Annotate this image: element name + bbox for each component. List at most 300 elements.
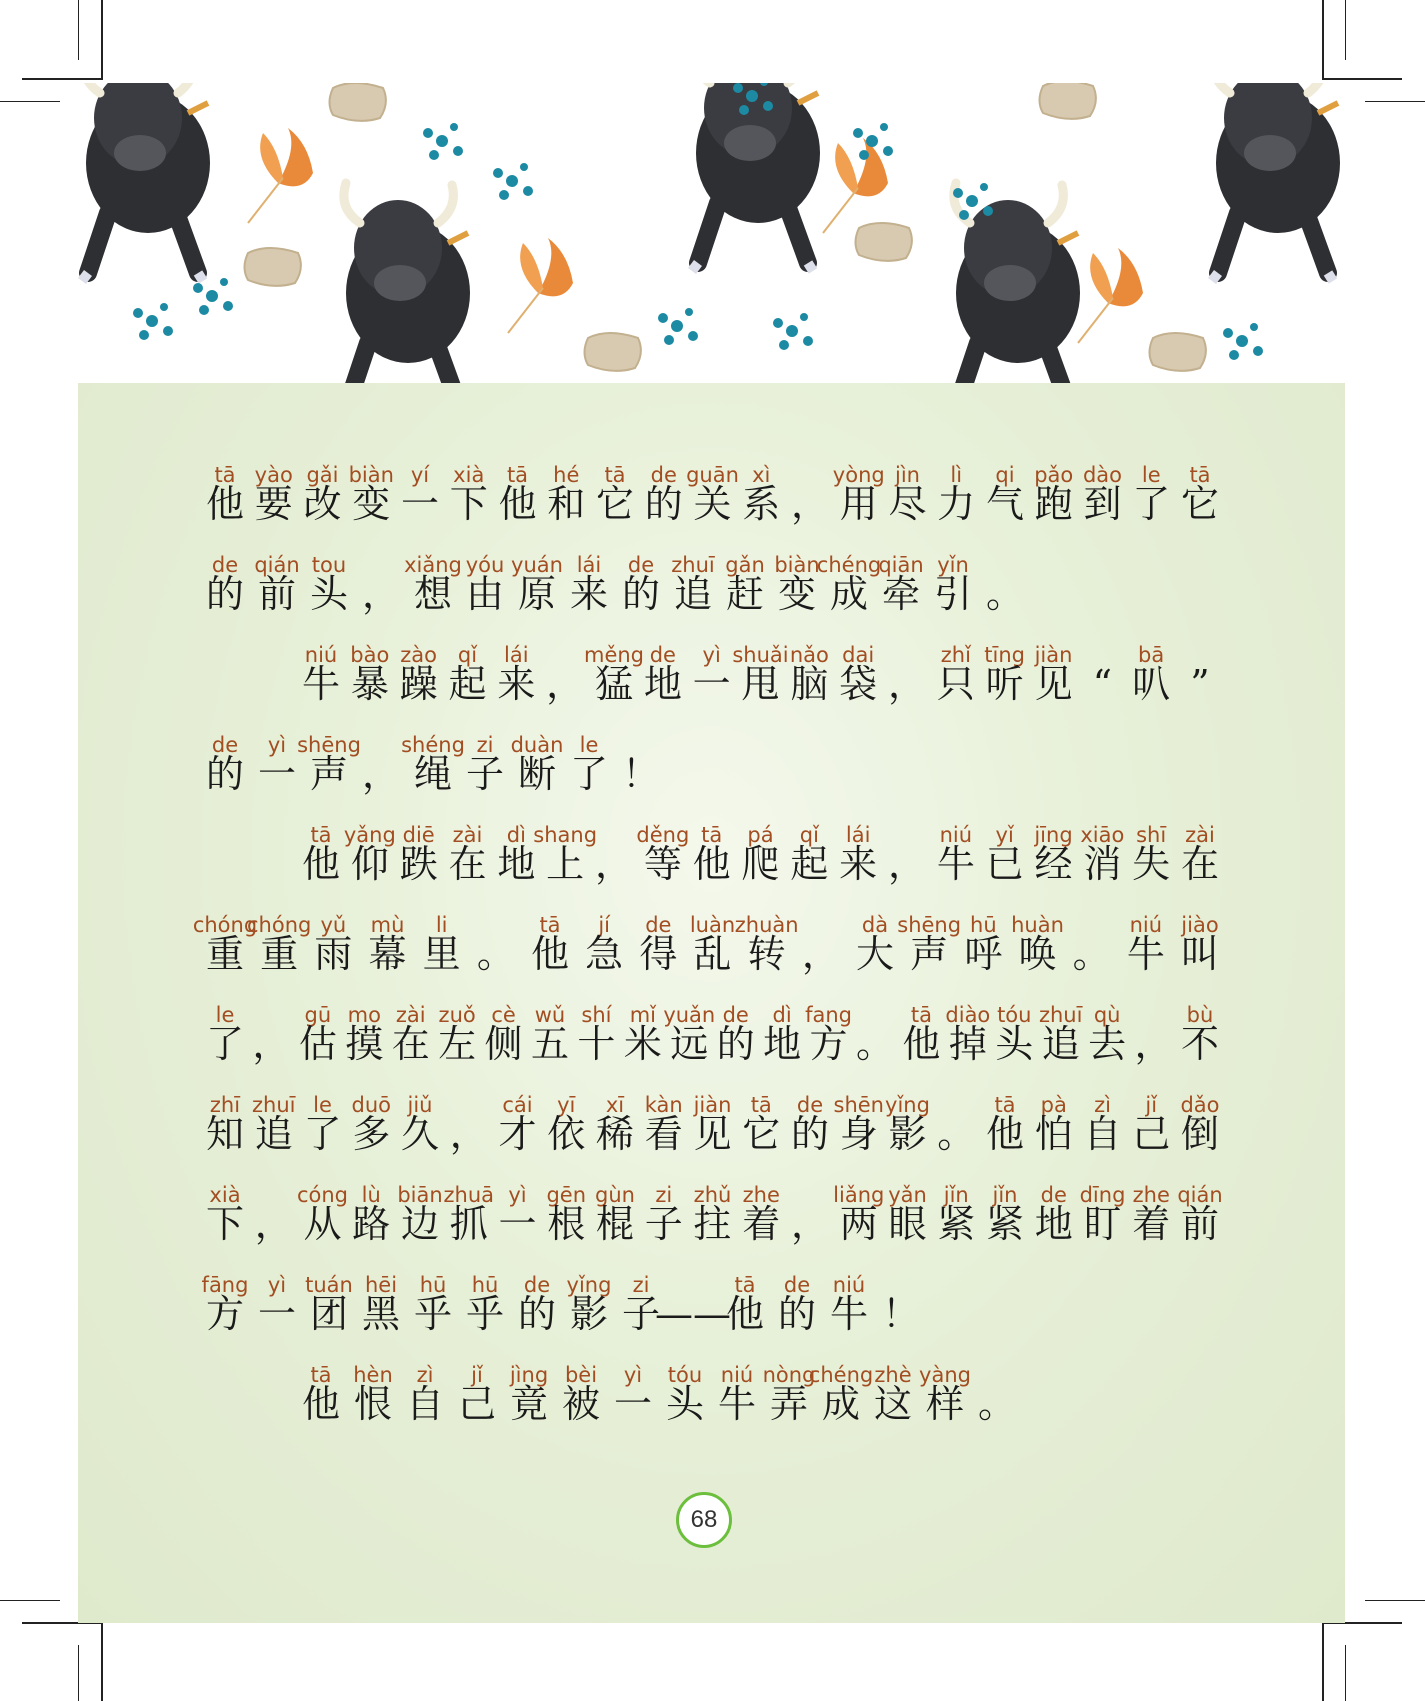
hanzi: 他 bbox=[301, 1382, 341, 1426]
pinyin: mù bbox=[370, 913, 405, 937]
crop-mark bbox=[1322, 78, 1402, 80]
hanzi: 方 bbox=[809, 1022, 848, 1066]
pinyin: yòng bbox=[832, 463, 885, 487]
hanzi: 己 bbox=[1132, 1112, 1171, 1156]
hanzi: 甩 bbox=[741, 662, 780, 706]
hanzi: 估 bbox=[298, 1022, 337, 1066]
paw-dots bbox=[493, 163, 533, 200]
hanzi: 在 bbox=[448, 842, 487, 886]
hanzi: 赶 bbox=[725, 572, 765, 616]
hanzi: 乎 bbox=[465, 1292, 505, 1336]
hanzi: 五 bbox=[530, 1022, 570, 1066]
pinyin: yí bbox=[410, 463, 430, 487]
hanzi: 声 bbox=[910, 932, 949, 976]
pinyin: zì bbox=[1094, 1093, 1111, 1117]
hanzi: 急 bbox=[585, 932, 624, 976]
pinyin: tā bbox=[701, 823, 723, 847]
pinyin: zào bbox=[400, 643, 438, 667]
hanzi: 着 bbox=[742, 1202, 781, 1246]
pinyin: dai bbox=[842, 643, 875, 667]
pinyin: hé bbox=[553, 463, 580, 487]
hanzi: 才 bbox=[498, 1112, 537, 1156]
hanzi: 来 bbox=[497, 662, 536, 706]
pinyin: qiān bbox=[878, 553, 924, 577]
punctuation: “ bbox=[1092, 662, 1113, 706]
pinyin: xiǎng bbox=[404, 553, 462, 577]
hanzi: 一 bbox=[613, 1382, 653, 1426]
pinyin: tā bbox=[214, 463, 236, 487]
pinyin: fāng bbox=[201, 1273, 249, 1297]
pinyin: guān bbox=[686, 463, 739, 487]
hanzi: 他 bbox=[902, 1022, 941, 1066]
hanzi: 的 bbox=[205, 572, 245, 616]
hanzi: 子 bbox=[465, 752, 505, 796]
hanzi: 影 bbox=[888, 1112, 927, 1156]
pinyin: kàn bbox=[644, 1093, 683, 1117]
hanzi: 侧 bbox=[484, 1022, 523, 1066]
hanzi: 追 bbox=[1041, 1022, 1080, 1066]
yak-figure bbox=[952, 183, 1080, 385]
pinyin: xiāo bbox=[1080, 823, 1125, 847]
hanzi: 来 bbox=[569, 572, 609, 616]
pinyin: biàn bbox=[774, 553, 820, 577]
pinyin: biān bbox=[397, 1183, 443, 1207]
punctuation: 。 bbox=[476, 932, 515, 976]
text-line bbox=[0, 823, 1425, 913]
punctuation: 。 bbox=[1072, 932, 1111, 976]
pinyin: xià bbox=[453, 463, 485, 487]
pinyin: yì bbox=[702, 643, 721, 667]
pinyin: hū bbox=[419, 1273, 447, 1297]
hanzi: 追 bbox=[673, 572, 713, 616]
hanzi: 恨 bbox=[353, 1382, 393, 1426]
pinyin: yǎng bbox=[343, 823, 396, 847]
hanzi: 乎 bbox=[413, 1292, 453, 1336]
hanzi: 身 bbox=[839, 1112, 878, 1156]
hanzi: 引 bbox=[933, 572, 973, 616]
hanzi: 拄 bbox=[693, 1202, 732, 1246]
autumn-leaf bbox=[248, 128, 313, 223]
pinyin: yóu bbox=[465, 553, 505, 577]
hanzi: 改 bbox=[303, 482, 342, 526]
hanzi: 他 bbox=[725, 1292, 765, 1336]
pinyin: tā bbox=[1189, 463, 1211, 487]
text-line bbox=[0, 913, 1425, 1003]
pinyin: niú bbox=[304, 643, 338, 667]
pinyin: mǐ bbox=[629, 1003, 656, 1027]
pinyin: zhuī bbox=[1038, 1003, 1083, 1027]
punctuation: —— bbox=[655, 1292, 731, 1336]
punctuation: ， bbox=[594, 842, 634, 886]
text-line bbox=[0, 1093, 1425, 1183]
hanzi: 的 bbox=[621, 572, 661, 616]
hanzi: 牛 bbox=[936, 842, 975, 886]
pinyin: xì bbox=[752, 463, 771, 487]
hanzi: 根 bbox=[547, 1202, 586, 1246]
autumn-leaf bbox=[1078, 248, 1143, 343]
pinyin: le bbox=[313, 1093, 332, 1117]
pinyin: lái bbox=[576, 553, 602, 577]
pinyin: tā bbox=[994, 1093, 1016, 1117]
hanzi: 头 bbox=[665, 1382, 705, 1426]
pinyin: zài bbox=[452, 823, 483, 847]
pinyin: jǐ bbox=[1145, 1093, 1158, 1117]
hanzi: 袋 bbox=[839, 662, 878, 706]
crop-mark bbox=[0, 1600, 60, 1601]
hanzi: 变 bbox=[352, 482, 391, 526]
hanzi: 在 bbox=[1180, 842, 1220, 886]
hanzi: 成 bbox=[821, 1382, 861, 1426]
pinyin: děng bbox=[636, 823, 690, 847]
hanzi: 只 bbox=[936, 662, 975, 706]
pinyin: dīng bbox=[1079, 1183, 1126, 1207]
pinyin: zài bbox=[1185, 823, 1215, 847]
pinyin: jìn bbox=[895, 463, 920, 487]
hanzi: 的 bbox=[716, 1022, 755, 1066]
hanzi: 跌 bbox=[399, 842, 438, 886]
hanzi: 米 bbox=[623, 1022, 662, 1066]
pinyin: jiào bbox=[1181, 913, 1219, 937]
hanzi: 棍 bbox=[595, 1202, 635, 1246]
hanzi: 了 bbox=[205, 1022, 245, 1066]
hanzi: 变 bbox=[777, 572, 817, 616]
pinyin: jìng bbox=[509, 1363, 549, 1387]
pinyin: yuǎn bbox=[663, 1003, 716, 1027]
pinyin: shang bbox=[533, 823, 598, 847]
hanzi: 消 bbox=[1083, 842, 1122, 886]
hanzi: 看 bbox=[644, 1112, 683, 1156]
pinyin: qi bbox=[995, 463, 1015, 487]
pinyin: chóng bbox=[246, 913, 312, 937]
pinyin: gēn bbox=[546, 1183, 587, 1207]
hanzi: 幕 bbox=[368, 932, 407, 976]
pinyin: zuǒ bbox=[438, 1003, 476, 1027]
punctuation: 。 bbox=[985, 572, 1025, 616]
hanzi: 叭 bbox=[1132, 662, 1171, 706]
punctuation: ， bbox=[887, 842, 927, 886]
hanzi: 关 bbox=[693, 482, 732, 526]
hanzi: 前 bbox=[1180, 1202, 1220, 1246]
hanzi: 远 bbox=[670, 1022, 709, 1066]
text-line bbox=[0, 733, 1425, 823]
hanzi: 系 bbox=[742, 482, 781, 526]
pinyin: zài bbox=[395, 1003, 426, 1027]
hanzi: 它 bbox=[1180, 482, 1220, 526]
punctuation: ， bbox=[254, 1202, 293, 1246]
pinyin: zhuā bbox=[443, 1183, 495, 1207]
hanzi: 猛 bbox=[594, 662, 634, 706]
hanzi: 大 bbox=[855, 932, 895, 976]
pinyin: tā bbox=[310, 1363, 332, 1387]
punctuation: 。 bbox=[855, 1022, 895, 1066]
hanzi: 子 bbox=[644, 1202, 683, 1246]
hanzi: 牛 bbox=[1126, 932, 1165, 976]
pinyin: yì bbox=[267, 733, 287, 757]
hanzi: 团 bbox=[309, 1292, 349, 1336]
hanzi: 头 bbox=[995, 1022, 1034, 1066]
pinyin: huàn bbox=[1011, 913, 1064, 937]
punctuation: ， bbox=[790, 482, 830, 526]
pinyin: le bbox=[1141, 463, 1161, 487]
hanzi: 不 bbox=[1180, 1022, 1220, 1066]
pinyin: xī bbox=[605, 1093, 625, 1117]
yak-figure bbox=[1212, 83, 1340, 281]
hanzi: 路 bbox=[352, 1202, 391, 1246]
hanzi: 用 bbox=[839, 482, 878, 526]
hanzi: 牵 bbox=[881, 572, 921, 616]
punctuation: ， bbox=[790, 1202, 830, 1246]
punctuation: ， bbox=[546, 662, 585, 706]
hanzi: 了 bbox=[569, 752, 609, 796]
pinyin: yì bbox=[508, 1183, 527, 1207]
hanzi: 地 bbox=[1034, 1202, 1073, 1246]
hanzi: 眼 bbox=[888, 1202, 927, 1246]
pinyin: yǐng bbox=[885, 1093, 930, 1117]
hanzi: 起 bbox=[790, 842, 829, 886]
pinyin: shuǎi bbox=[732, 643, 789, 667]
punctuation: ， bbox=[801, 932, 840, 976]
text-line bbox=[0, 1273, 1425, 1363]
pinyin: shí bbox=[581, 1003, 612, 1027]
pinyin: jǐn bbox=[943, 1183, 969, 1207]
pinyin: zhī bbox=[209, 1093, 241, 1117]
crop-mark bbox=[1322, 1622, 1324, 1701]
pinyin: niú bbox=[1129, 913, 1163, 937]
hanzi: 方 bbox=[205, 1292, 245, 1336]
hanzi: 竟 bbox=[509, 1382, 549, 1426]
hanzi: 的 bbox=[777, 1292, 817, 1336]
hanzi: 失 bbox=[1132, 842, 1171, 886]
pinyin: zhǐ bbox=[940, 643, 971, 667]
hanzi: 重 bbox=[260, 932, 299, 976]
stone bbox=[330, 83, 386, 121]
pinyin: de bbox=[722, 1003, 749, 1027]
hanzi: 一 bbox=[400, 482, 440, 526]
pinyin: tā bbox=[506, 463, 529, 487]
hanzi: 见 bbox=[693, 1112, 732, 1156]
yak-figure bbox=[342, 183, 470, 385]
pinyin: tóu bbox=[997, 1003, 1032, 1027]
pinyin: duō bbox=[351, 1093, 391, 1117]
pinyin: gū bbox=[304, 1003, 332, 1027]
pinyin: dì bbox=[506, 823, 526, 847]
pinyin: zhuàn bbox=[734, 913, 799, 937]
pinyin: dào bbox=[1082, 463, 1123, 487]
pinyin: qù bbox=[1093, 1003, 1121, 1027]
punctuation: 。 bbox=[977, 1382, 1017, 1426]
hanzi: 盯 bbox=[1083, 1202, 1122, 1246]
hanzi: 牛 bbox=[829, 1292, 869, 1336]
hanzi: 躁 bbox=[399, 662, 438, 706]
hanzi: 紧 bbox=[985, 1202, 1025, 1246]
pinyin: zi bbox=[632, 1273, 650, 1297]
pinyin: zì bbox=[416, 1363, 434, 1387]
hanzi: 抓 bbox=[449, 1202, 488, 1246]
pinyin: zhe bbox=[1132, 1183, 1170, 1207]
pinyin: nǎo bbox=[789, 643, 829, 667]
pinyin: luàn bbox=[689, 913, 736, 937]
hanzi: 跑 bbox=[1034, 482, 1073, 526]
hanzi: 紧 bbox=[937, 1202, 976, 1246]
pinyin: yǎn bbox=[888, 1183, 927, 1207]
pinyin: chéng bbox=[816, 553, 882, 577]
hanzi: 子 bbox=[621, 1292, 661, 1336]
pinyin: le bbox=[579, 733, 599, 757]
punctuation: ， bbox=[361, 752, 401, 796]
hanzi: 稀 bbox=[595, 1112, 635, 1156]
hanzi: 的 bbox=[205, 752, 245, 796]
pinyin: tīng bbox=[984, 643, 1026, 667]
pinyin: bào bbox=[350, 643, 390, 667]
hanzi: 和 bbox=[547, 482, 586, 526]
pinyin: yǐ bbox=[995, 823, 1014, 847]
hanzi: 雨 bbox=[314, 932, 353, 976]
pinyin: yǐng bbox=[566, 1273, 612, 1297]
hanzi: 黑 bbox=[361, 1292, 401, 1336]
hanzi: 摸 bbox=[345, 1022, 384, 1066]
pinyin: lái bbox=[504, 643, 529, 667]
hanzi: 重 bbox=[205, 932, 245, 976]
pinyin: chéng bbox=[808, 1363, 874, 1387]
stone bbox=[245, 248, 301, 286]
pinyin: jí bbox=[598, 913, 610, 937]
hanzi: 知 bbox=[205, 1112, 245, 1156]
hanzi: 唤 bbox=[1018, 932, 1057, 976]
yak-illustration-banner bbox=[78, 83, 1345, 385]
punctuation: ， bbox=[361, 572, 401, 616]
pinyin: tā bbox=[910, 1003, 932, 1027]
pinyin: de bbox=[627, 553, 655, 577]
text-line bbox=[0, 1003, 1425, 1093]
crop-mark bbox=[1322, 0, 1324, 80]
hanzi: 他 bbox=[498, 482, 537, 526]
hanzi: 在 bbox=[391, 1022, 430, 1066]
pinyin: tóu bbox=[667, 1363, 703, 1387]
pinyin: qǐ bbox=[799, 823, 819, 847]
hanzi: 绳 bbox=[413, 752, 453, 796]
pinyin: hēi bbox=[364, 1273, 398, 1297]
crop-mark bbox=[1345, 0, 1346, 60]
pinyin: jǐ bbox=[471, 1363, 483, 1387]
pinyin: zhuī bbox=[671, 553, 715, 577]
punctuation: ， bbox=[887, 662, 927, 706]
hanzi: 力 bbox=[937, 482, 976, 526]
paw-dots bbox=[658, 308, 698, 345]
pinyin: měng bbox=[583, 643, 645, 667]
hanzi: 见 bbox=[1034, 662, 1073, 706]
hanzi: 断 bbox=[517, 752, 557, 796]
pinyin: cóng bbox=[296, 1183, 349, 1207]
pinyin: bèi bbox=[564, 1363, 598, 1387]
pinyin: jīng bbox=[1034, 823, 1073, 847]
hanzi: 经 bbox=[1034, 842, 1073, 886]
hanzi: 追 bbox=[254, 1112, 293, 1156]
stone bbox=[585, 333, 641, 371]
hanzi: 怕 bbox=[1034, 1112, 1073, 1156]
hanzi: 到 bbox=[1083, 482, 1122, 526]
hanzi: 被 bbox=[561, 1382, 601, 1426]
hanzi: 一 bbox=[498, 1202, 537, 1246]
pinyin: jiǔ bbox=[407, 1093, 433, 1117]
pinyin: lì bbox=[950, 463, 963, 487]
pinyin: zhe bbox=[742, 1183, 780, 1207]
hanzi: 己 bbox=[457, 1382, 497, 1426]
pinyin: gùn bbox=[595, 1183, 635, 1207]
hanzi: 由 bbox=[465, 572, 505, 616]
pinyin: qián bbox=[1177, 1183, 1223, 1207]
hanzi: 从 bbox=[303, 1202, 342, 1246]
text-line bbox=[0, 1183, 1425, 1273]
hanzi: 两 bbox=[839, 1202, 878, 1246]
crop-mark bbox=[1345, 1645, 1346, 1701]
crop-mark bbox=[1365, 101, 1425, 102]
pinyin: gǎi bbox=[306, 463, 339, 487]
hanzi: 样 bbox=[925, 1382, 965, 1426]
hanzi: 上 bbox=[546, 842, 585, 886]
paw-dots bbox=[133, 303, 173, 340]
hanzi: 声 bbox=[309, 752, 349, 796]
hanzi: 他 bbox=[205, 482, 245, 526]
hanzi: 爬 bbox=[741, 842, 780, 886]
hanzi: 自 bbox=[405, 1382, 445, 1426]
hanzi: 头 bbox=[309, 572, 349, 616]
hanzi: 牛 bbox=[301, 662, 341, 706]
stone bbox=[1040, 83, 1096, 119]
hanzi: 地 bbox=[497, 842, 536, 886]
page-number: 68 bbox=[676, 1492, 732, 1548]
hanzi: 来 bbox=[839, 842, 878, 886]
pinyin: diào bbox=[945, 1003, 991, 1027]
hanzi: 掉 bbox=[948, 1022, 987, 1066]
pinyin: duàn bbox=[510, 733, 564, 757]
pinyin: zhuī bbox=[252, 1093, 296, 1117]
pinyin: zi bbox=[655, 1183, 673, 1207]
punctuation: 。 bbox=[937, 1112, 976, 1156]
hanzi: 成 bbox=[829, 572, 869, 616]
pinyin: wǔ bbox=[534, 1003, 566, 1027]
crop-mark bbox=[101, 1622, 103, 1701]
pinyin: dì bbox=[772, 1003, 792, 1027]
hanzi: 一 bbox=[257, 1292, 297, 1336]
pinyin: liǎng bbox=[833, 1183, 885, 1207]
pinyin: de bbox=[783, 1273, 811, 1297]
pinyin: de bbox=[1040, 1183, 1067, 1207]
pinyin: shēng bbox=[897, 913, 962, 937]
hanzi: 倒 bbox=[1180, 1112, 1220, 1156]
pinyin: tuán bbox=[305, 1273, 353, 1297]
hanzi: 边 bbox=[400, 1202, 440, 1246]
hanzi: 听 bbox=[985, 662, 1024, 706]
pinyin: yàng bbox=[919, 1363, 971, 1387]
pinyin: hū bbox=[471, 1273, 499, 1297]
paw-dots bbox=[1223, 323, 1263, 360]
hanzi: 他 bbox=[301, 842, 341, 886]
hanzi: 原 bbox=[517, 572, 557, 616]
pinyin: zi bbox=[476, 733, 494, 757]
yak-figure bbox=[82, 83, 210, 281]
pinyin: zhè bbox=[874, 1363, 912, 1387]
hanzi: 地 bbox=[763, 1022, 802, 1066]
autumn-leaf bbox=[508, 238, 573, 333]
hanzi: 气 bbox=[985, 482, 1025, 526]
pinyin: lái bbox=[845, 823, 871, 847]
pinyin: tā bbox=[310, 823, 332, 847]
pinyin: tā bbox=[750, 1093, 772, 1117]
punctuation: ！ bbox=[621, 752, 661, 796]
hanzi: 起 bbox=[448, 662, 487, 706]
hanzi: 一 bbox=[257, 752, 297, 796]
pinyin: pà bbox=[1040, 1093, 1067, 1117]
